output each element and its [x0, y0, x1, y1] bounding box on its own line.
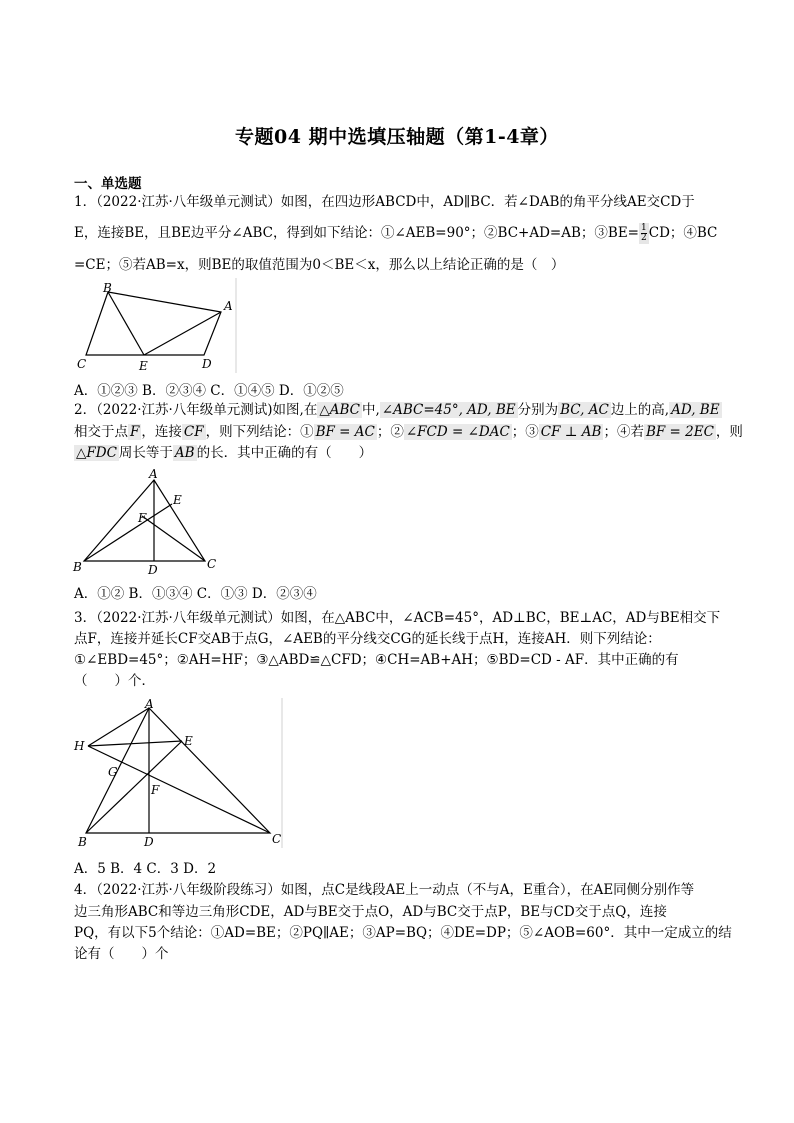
q2-text-2e: ；③ [511, 424, 539, 440]
frac-denominator: 2 [641, 233, 647, 243]
q2-text-3a: 周长等于 [118, 445, 173, 461]
label-g: G [108, 765, 118, 779]
q1-line-2a: E，连接BE，且BE边平分∠ABC，得到如下结论：①∠AEB=90°；②BC+AD=AB；③BE= [74, 225, 639, 241]
q2-text-2d: ；② [376, 424, 404, 440]
page-title: 专题04 期中选填压轴题（第1-4章） [235, 126, 559, 148]
segment-ch [88, 746, 270, 833]
q2-line-2 [74, 422, 743, 442]
q1-line-3: =CE；⑤若AB=x，则BE的取值范围为0＜BE＜x，那么以上结论正确的是（ ） [74, 257, 565, 273]
segment-cf [142, 516, 205, 561]
label-a: A [149, 467, 158, 481]
label-b: B [103, 281, 112, 295]
q2-text-2c: ，则下列结论：① [205, 424, 314, 440]
q2-text-2g: ，则 [715, 424, 743, 440]
q2-text-1a: 2．（2022·江苏·八年级单元测试)如图,在 [74, 402, 318, 418]
q2-figure-triangle [70, 466, 220, 580]
q3-line-2: 点F，连接并延长CF交AB于点G，∠AEB的平分线交CG的延长线于点H，连接AH．则下列结论： [74, 631, 661, 647]
label-d: D [202, 357, 212, 371]
label-c: C [272, 832, 282, 846]
label-d: D [144, 835, 154, 849]
label-b: B [73, 560, 82, 574]
label-e: E [139, 359, 148, 373]
altitude-be [84, 504, 172, 561]
q2-math-bf-2ec: BF = 2EC [645, 424, 714, 440]
q4-line-1: 4．（2022·江苏·八年级阶段练习）如图，点C是线段AE上一动点（不与A，E重合），在AE同侧分别作等 [74, 882, 695, 898]
q2-text-2b: ，连接 [141, 424, 182, 440]
label-h: H [74, 739, 85, 753]
q2-math-bf-ac: BF = AC [315, 424, 375, 440]
segment-be [108, 292, 144, 355]
q2-math-cf-ab: CF ⊥ AB [540, 424, 602, 440]
q2-text-1c: 分别为 [517, 402, 559, 418]
q2-math-abc: △ABC [319, 402, 360, 418]
q2-math-fcd: ∠FCD = ∠DAC [405, 424, 510, 440]
q2-text-2f: ；④若 [603, 424, 644, 440]
q3-figure-triangle [70, 698, 286, 850]
label-e: E [184, 734, 193, 748]
q2-options: A．①② B．①③④ C．①③ D．②③④ [74, 586, 317, 602]
q1-line-1: 1．（2022·江苏·八年级单元测试）如图，在四边形ABCD中，AD∥BC．若∠DAB的角平分线AE交CD于 [74, 194, 695, 210]
q2-math-cf: CF [183, 424, 204, 440]
q2-math-ad-be: AD, BE [671, 402, 720, 418]
label-b: B [78, 835, 87, 849]
q3-line-1: 3．（2022·江苏·八年级单元测试）如图，在△ABC中，∠ACB=45°，AD⊥BC，BE⊥AC，AD与BE相交下 [74, 610, 721, 626]
q4-line-2: 边三角形ABC和等边三角形CDE，AD与BE交于点O，AD与BC交于点P，BE与CD交于点Q，连接 [74, 904, 667, 920]
label-f: F [138, 511, 147, 525]
q2-text-3b: 的长．其中正确的有（ ） [196, 445, 373, 461]
label-f: F [151, 783, 160, 797]
label-c: C [77, 357, 87, 371]
frac-numerator: 1 [641, 223, 647, 233]
fraction-one-half [639, 223, 649, 244]
label-a: A [145, 698, 154, 711]
q2-text-2a: 相交于点 [74, 424, 128, 440]
q2-text-1b: 中, [361, 402, 380, 418]
q2-math-angle: ∠ABC=45°, AD, BE [381, 402, 516, 418]
segment-he [88, 741, 182, 746]
label-c: C [207, 557, 217, 571]
label-d: D [148, 563, 158, 577]
q2-line-3 [74, 443, 724, 463]
label-e: E [173, 493, 182, 507]
q2-text-1d: 边上的高, [610, 402, 670, 418]
q2-math-fdc: △FDC [76, 445, 117, 461]
q4-line-3: PQ，有以下5个结论：①AD=BE；②PQ∥AE；③AP=BQ；④DE=DP；⑤∠AOB=60°．其中一定成立的结 [74, 925, 732, 941]
label-a: A [224, 299, 233, 313]
q1-line-2b: CD；④BC [648, 225, 718, 241]
q2-math-f: F [130, 424, 140, 440]
q1-figure-quadrilateral [74, 278, 240, 376]
q2-line-1 [74, 400, 724, 420]
q4-line-4: 论有（ ）个 [74, 946, 169, 962]
q3-line-3: ①∠EBD=45°；②AH=HF；③△ABD≌△CFD；④CH=AB+AH；⑤BD=CD - AF．其中正确的有 [74, 652, 679, 668]
q1-line-2 [74, 223, 724, 244]
q2-math-bc-ac: BC, AC [560, 402, 609, 418]
q2-math-ab: AB [174, 445, 195, 461]
q3-line-4: （ ）个． [74, 673, 155, 689]
q3-options: A．5 B．4 C．3 D．2 [74, 861, 217, 877]
altitude-be [86, 741, 182, 833]
section-heading: 一、单选题 [74, 176, 142, 192]
q1-options: A．①②③ B．②③④ C．①④⑤ D．①②⑤ [74, 383, 344, 399]
segment-ae [144, 312, 221, 355]
